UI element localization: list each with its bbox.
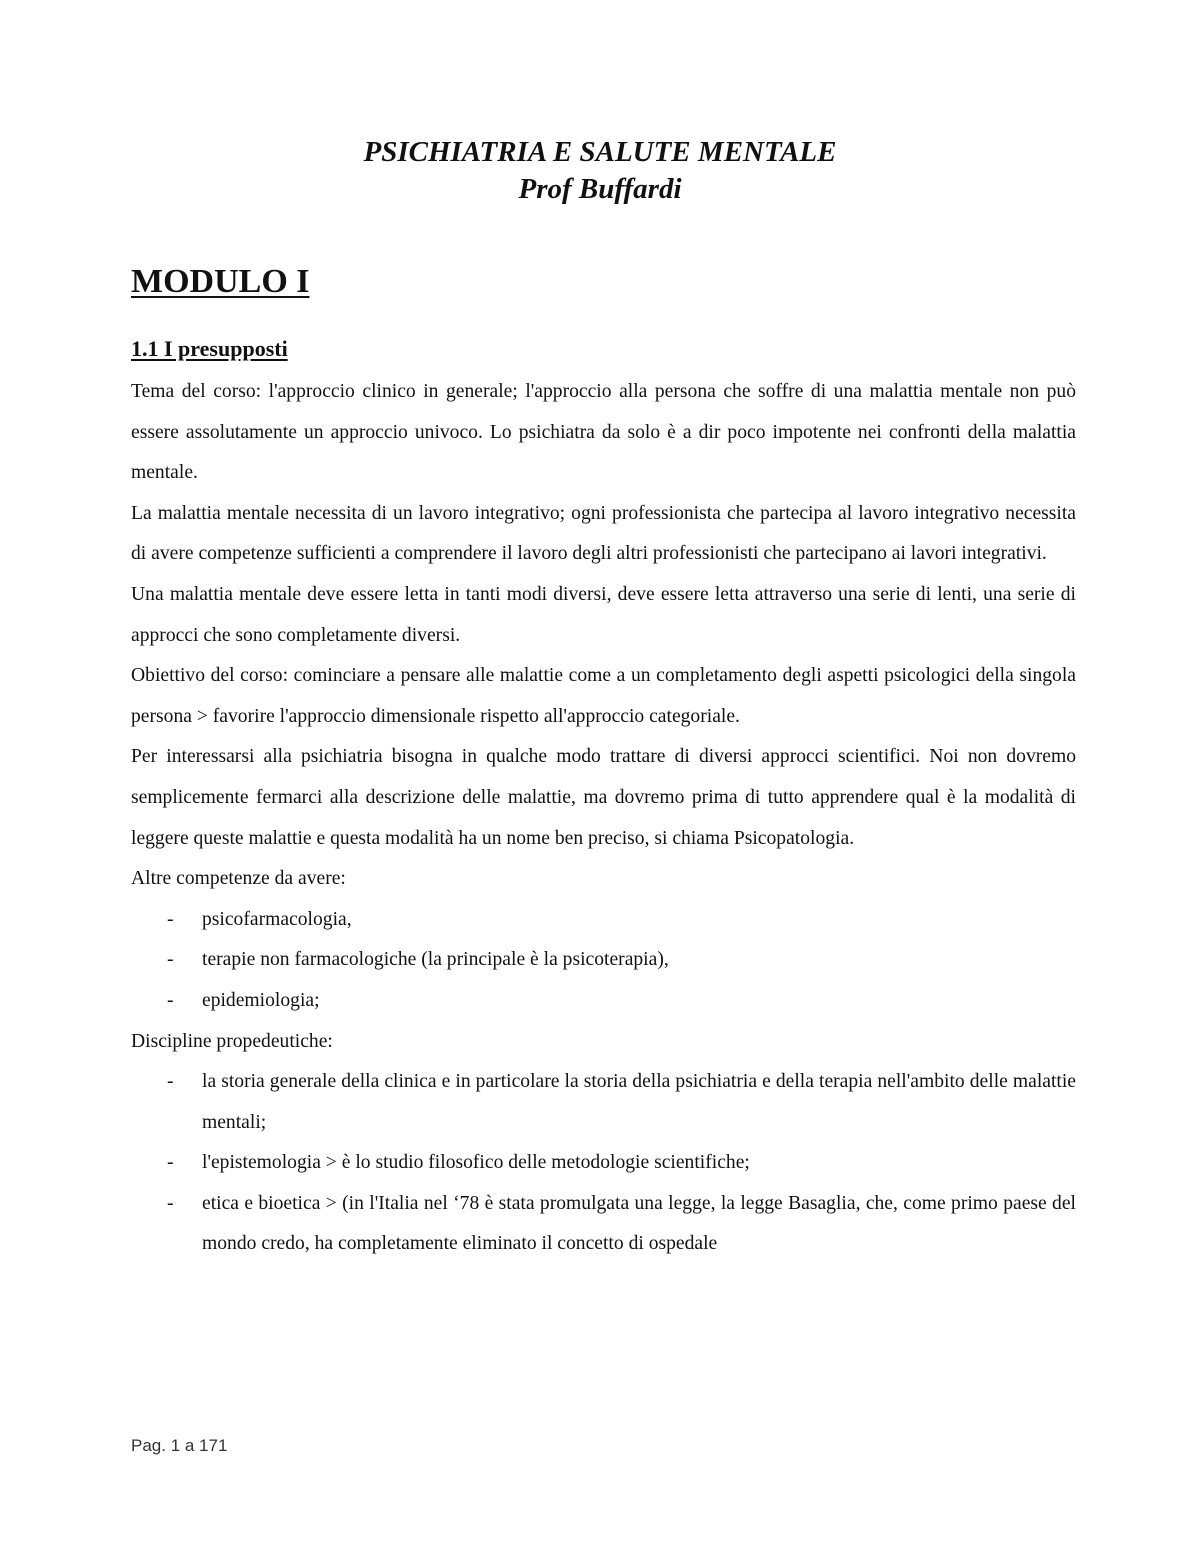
competenze-intro: Altre competenze da avere: — [131, 868, 346, 890]
list-item — [131, 1062, 1076, 1143]
list-item-text: psicofarmacologia, — [202, 908, 352, 930]
module-heading: MODULO I — [131, 263, 310, 300]
list-item — [131, 981, 1076, 1022]
bullet-dash: - — [167, 1152, 174, 1174]
paragraph: Una malattia mentale deve essere letta in tanti modi diversi, deve essere letta attraverso una serie di lenti, una serie di approcci che sono completamente diversi. — [131, 583, 1076, 646]
bullet-dash: - — [167, 908, 174, 930]
list-item — [131, 940, 1076, 981]
list-item — [131, 1184, 1076, 1265]
list-item-text: terapie non farmacologiche (la principale è la psicoterapia), — [202, 949, 669, 971]
discipline-list — [131, 1062, 1076, 1265]
list-item-text: etica e bioetica > (in l'Italia nel ‘78 è stata promulgata una legge, la legge Basaglia, che, come primo paese del mondo credo, ha completamente eliminato il concetto di ospedale — [202, 1192, 1076, 1255]
bullet-dash: - — [167, 989, 174, 1011]
paragraph: Obiettivo del corso: cominciare a pensare alle malattie come a un completamento degli aspetti psicologici della singola persona > favorire l'approccio dimensionale rispetto all'approccio categoriale. — [131, 665, 1076, 727]
list-item-text: l'epistemologia > è lo studio filosofico delle metodologie scientifiche; — [202, 1152, 750, 1174]
list-item — [131, 900, 1076, 941]
document-subtitle: Prof Buffardi — [518, 173, 682, 205]
bullet-dash: - — [167, 1071, 174, 1093]
competenze-list — [131, 900, 1076, 1022]
list-item-text: epidemiologia; — [202, 989, 320, 1011]
paragraph: Tema del corso: l'approccio clinico in generale; l'approccio alla persona che soffre di una malattia mentale non può essere assolutamente un approccio univoco. Lo psichiatra da solo è a dir poco impotente nei confronti della malattia mentale. — [131, 381, 1076, 484]
list-item — [131, 1143, 1076, 1184]
document-title: PSICHIATRIA E SALUTE MENTALE — [363, 136, 837, 168]
discipline-intro: Discipline propedeutiche: — [131, 1030, 333, 1052]
paragraph: Per interessarsi alla psichiatria bisogna in qualche modo trattare di diversi approcci scientifici. Noi non dovremo semplicemente fermarci alla descrizione delle malattie, ma dovremo prima di tutto apprendere qual è la modalità di leggere queste malattie e questa modalità ha un nome ben preciso, si chiama Psicopatologia. — [131, 746, 1076, 849]
title-block — [0, 134, 1200, 208]
page-number-footer: Pag. 1 a 171 — [131, 1436, 228, 1455]
paragraph: La malattia mentale necessita di un lavoro integrativo; ogni professionista che partecipa al lavoro integrativo necessita di avere competenze sufficienti a comprendere il lavoro degli altri professionisti che partecipano ai lavori integrativi. — [131, 502, 1076, 565]
section-heading: 1.1 I presupposti — [131, 336, 288, 361]
list-item-text: la storia generale della clinica e in particolare la storia della psichiatria e della terapia nell'ambito delle malattie mentali; — [202, 1071, 1076, 1133]
bullet-dash: - — [167, 949, 174, 971]
body-text — [131, 372, 1076, 1265]
bullet-dash: - — [167, 1192, 174, 1214]
